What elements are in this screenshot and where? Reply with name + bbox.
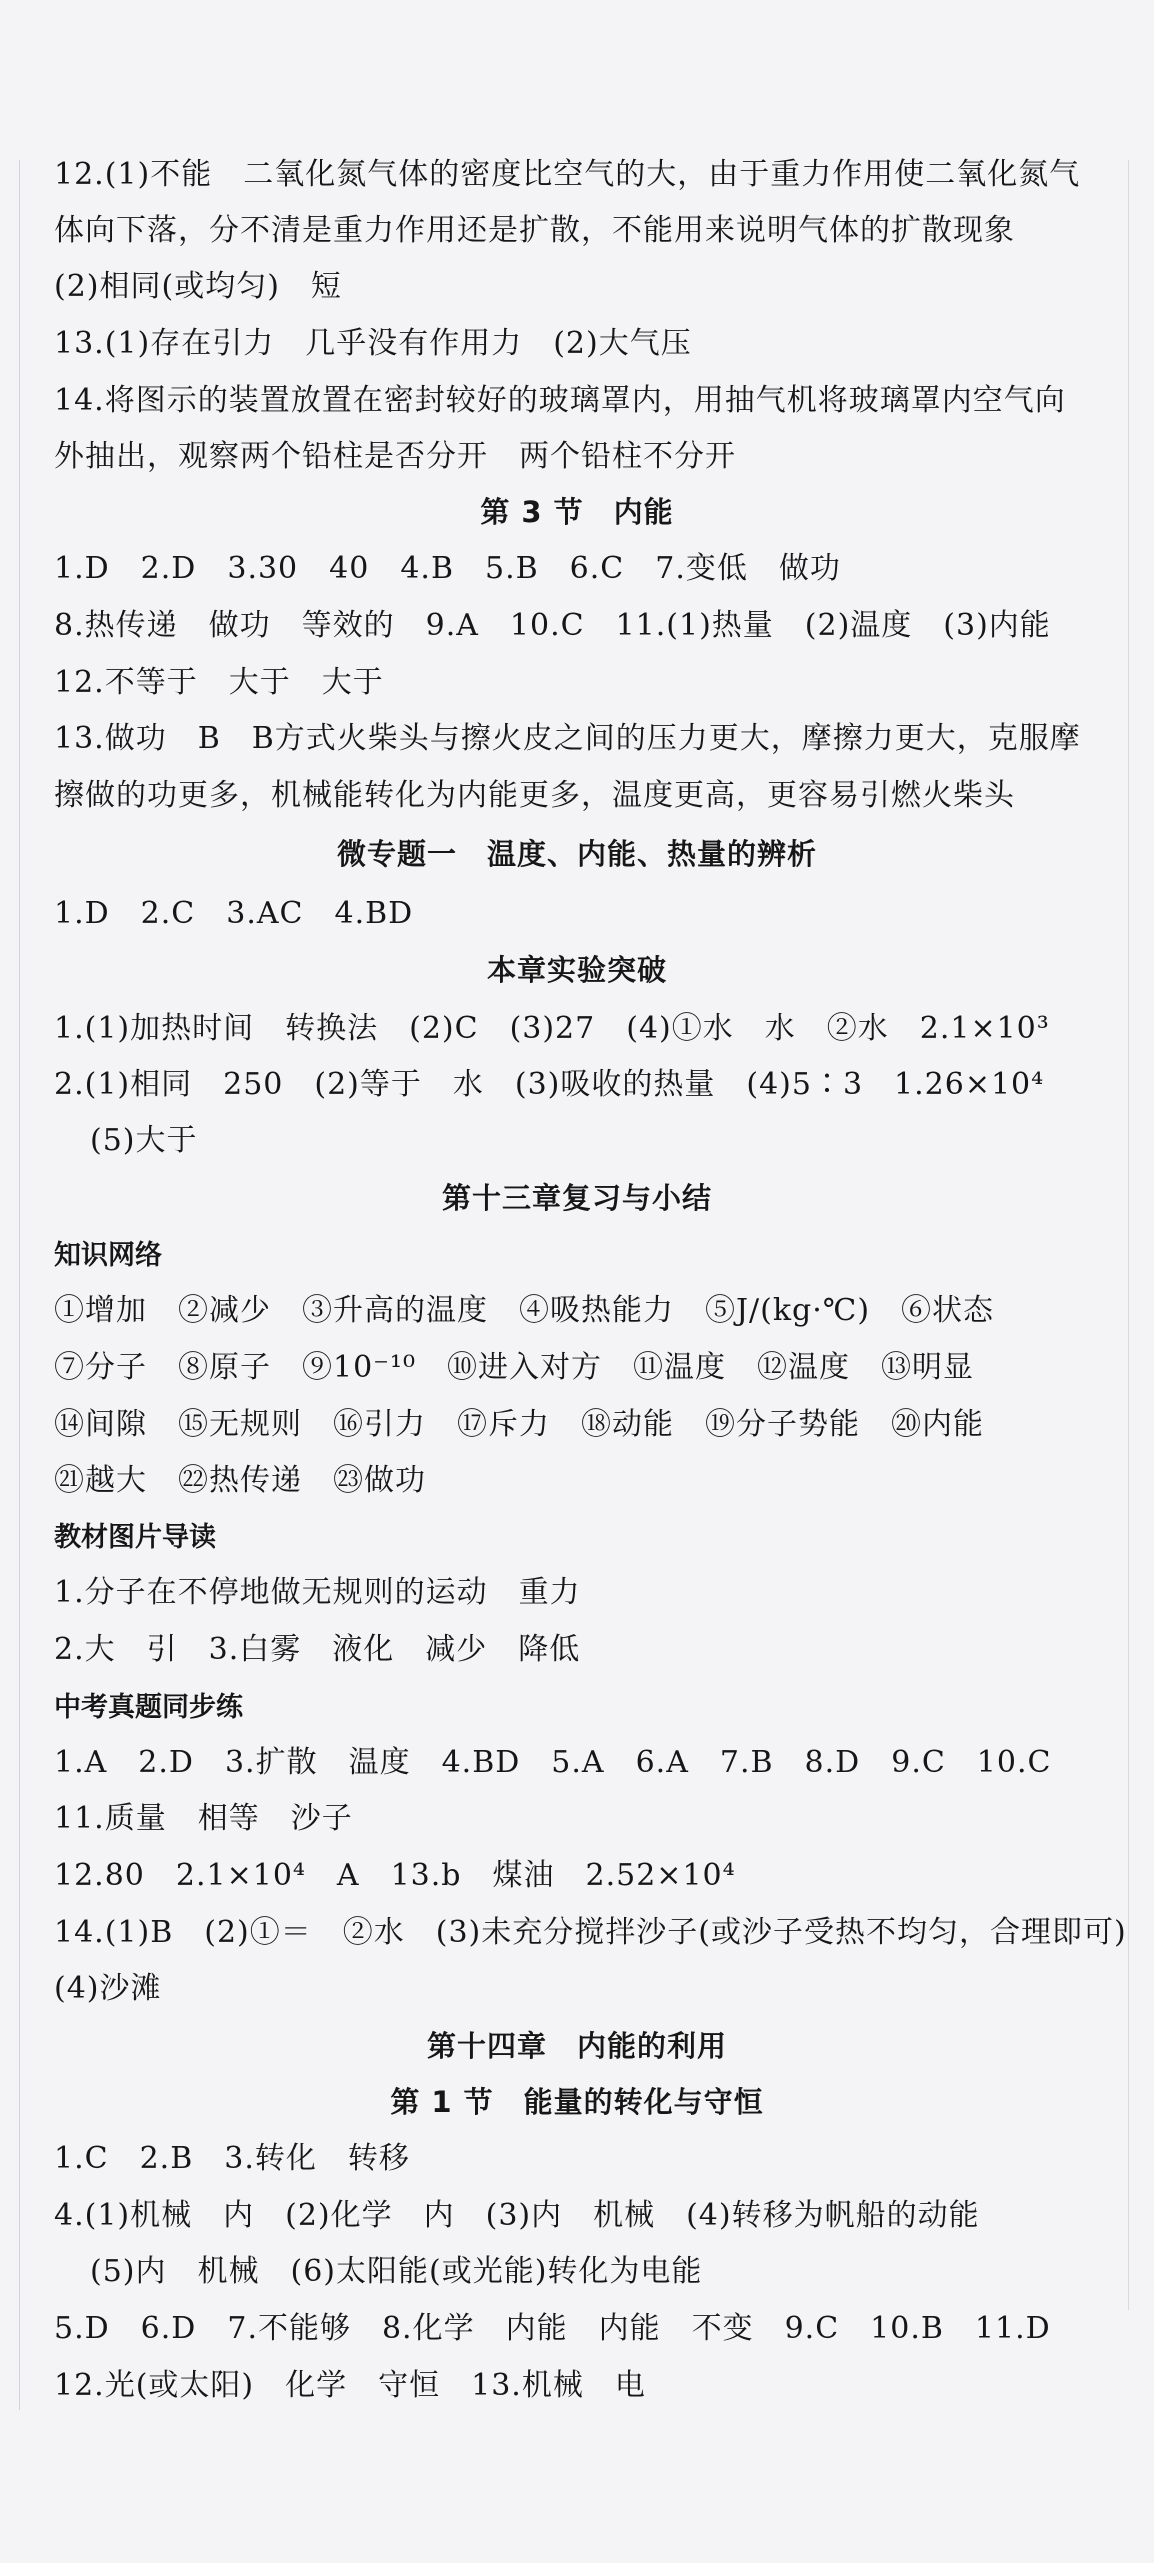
answer-line: 体向下落，分不清是重力作用还是扩散，不能用来说明气体的扩散现象 [54,213,1015,248]
chapter-heading: 第十四章 内能的利用 [426,2029,727,2063]
answer-line: 1.分子在不停地做无规则的运动 重力 [54,1575,581,1610]
answer-line: 1.D 2.C 3.AC 4.BD [54,896,414,931]
section-heading: 第 3 节 内能 [480,495,674,529]
answer-line: 13.(1)存在引力 几乎没有作用力 (2)大气压 [54,326,692,361]
answer-line: 12.不等于 大于 大于 [54,665,384,700]
answer-line: ⑭间隙 ⑮无规则 ⑯引力 ⑰斥力 ⑱动能 ⑲分子势能 ⑳内能 [54,1407,984,1442]
answer-line: ①增加 ②减少 ③升高的温度 ④吸热能力 ⑤J/(kg·℃) ⑥状态 [54,1293,995,1328]
subsection-heading: 中考真题同步练 [54,1692,243,1723]
answer-line: 12.80 2.1×10⁴ A 13.b 煤油 2.52×10⁴ [54,1858,736,1893]
answer-line: 1.D 2.D 3.30 40 4.B 5.B 6.C 7.变低 做功 [54,551,841,586]
answer-line: 2.(1)相同 250 (2)等于 水 (3)吸收的热量 (4)5∶3 1.26×10⁴ [54,1067,1045,1102]
answer-line: ⑦分子 ⑧原子 ⑨10⁻¹⁰ ⑩进入对方 ⑪温度 ⑫温度 ⑬明显 [54,1350,975,1385]
section-heading: 微专题一 温度、内能、热量的辨析 [336,837,817,871]
answer-line: 4.(1)机械 内 (2)化学 内 (3)内 机械 (4)转移为帆船的动能 [54,2198,980,2233]
answer-line: (4)沙滩 [54,1971,162,2006]
answer-line: 13.做功 B B方式火柴头与擦火皮之间的压力更大，摩擦力更大，克服摩 [54,721,1081,756]
subsection-heading: 知识网络 [54,1240,162,1271]
answer-line: 外抽出，观察两个铅柱是否分开 两个铅柱不分开 [54,439,736,474]
answer-line: 擦做的功更多，机械能转化为内能更多，温度更高，更容易引燃火柴头 [54,778,1015,813]
answer-line: 12.(1)不能 二氧化氮气体的密度比空气的大，由于重力作用使二氧化氮气 [54,157,1081,192]
answer-line: 1.(1)加热时间 转换法 (2)C (3)27 (4)①水 水 ②水 2.1×10³ [54,1011,1050,1046]
answer-line: ㉑越大 ㉒热传递 ㉓做功 [54,1463,426,1498]
answer-line: 2.大 引 3.白雾 液化 减少 降低 [54,1632,581,1667]
answer-line: 5.D 6.D 7.不能够 8.化学 内能 内能 不变 9.C 10.B 11.D [54,2311,1051,2346]
subsection-heading: 教材图片导读 [54,1522,216,1553]
answer-line: 1.C 2.B 3.转化 转移 [54,2141,410,2176]
chapter-heading: 第十三章复习与小结 [441,1181,712,1215]
answer-line: 14.(1)B (2)①＝ ②水 (3)未充分搅拌沙子(或沙子受热不均匀，合理即可) [54,1915,1127,1950]
answer-line: 8.热传递 做功 等效的 9.A 10.C 11.(1)热量 (2)温度 (3)内能 [54,608,1051,643]
section-heading: 本章实验突破 [486,953,667,987]
answer-line: 14.将图示的装置放置在密封较好的玻璃罩内，用抽气机将玻璃罩内空气向 [54,383,1066,418]
section-heading: 第 1 节 能量的转化与守恒 [390,2085,764,2119]
answer-line: 1.A 2.D 3.扩散 温度 4.BD 5.A 6.A 7.B 8.D 9.C 10.C [54,1745,1052,1780]
answer-line: (5)大于 [90,1123,198,1158]
answer-line: (2)相同(或均匀) 短 [54,269,342,304]
answer-line: 11.质量 相等 沙子 [54,1801,353,1836]
answer-line: (5)内 机械 (6)太阳能(或光能)转化为电能 [90,2254,703,2289]
answer-line: 12.光(或太阳) 化学 守恒 13.机械 电 [54,2368,646,2403]
